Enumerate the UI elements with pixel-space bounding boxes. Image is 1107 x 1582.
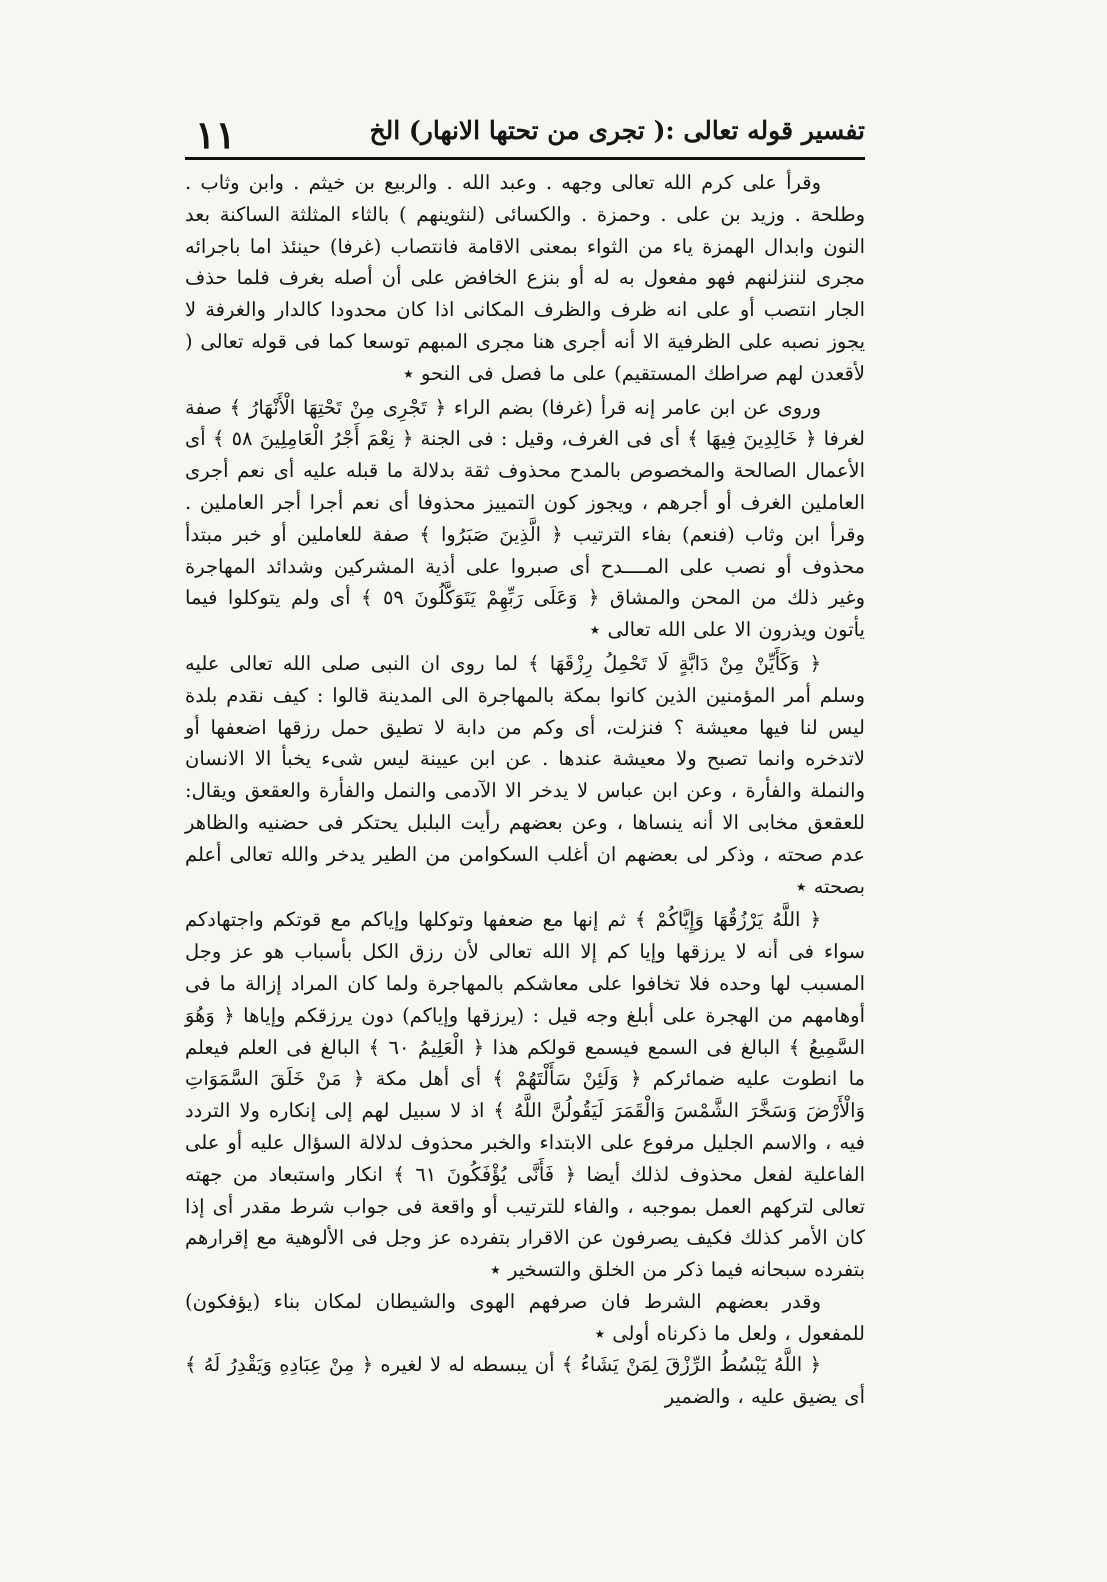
running-title: تفسير قوله تعالى :( تجرى من تحتها الانهار) الخ <box>369 116 865 145</box>
page-header <box>185 112 865 160</box>
paragraph: وقدر بعضهم الشرط فان صرفهم الهوى والشيطان لمكان بناء (يؤفكون) للمفعول ، ولعل ما ذكرناه أولى ٭ <box>185 1289 865 1345</box>
body-text <box>185 167 865 1413</box>
paragraph: وقرأ على كرم الله تعالى وجهه . وعبد الله . والربيع بن خيثم . وابن وثاب . وطلحة . وزيد بن على . وحمزة . والكسائى (لنثوينهم ) بالثاء المثلثة الساكنة بعد النون وابدال الهمزة ياء من الثواء بمعنى الاقامة فانتصاب (غرفا) حينئذ اما باجرائه مجرى لننزلنهم فهو مفعول به له أو بنزع الخافض على أن أصله بغرف فلما حذف الجار انتصب أو على انه ظرف والظرف المكانى اذا كان محدودا كالدار والغرفة لا يجوز نصبه على الظرفية الا أنه أجرى هنا مجرى المبهم توسعا كما فى قوله تعالى ( لأقعدن لهم صراطك المستقيم) على ما فصل فى النحو ٭ <box>185 171 865 385</box>
page-number: ١١ <box>195 112 236 157</box>
paragraph: ﴿ اللَّهُ يَبْسُطُ الرِّزْقَ لِمَنْ يَشَاءُ ﴾ أن يبسطه له لا لغيره ﴿ مِنْ عِبَادِهِ وَيَقْدِرُ لَهُ ﴾ أى يضيق عليه ، والضمير <box>185 1353 865 1409</box>
paragraph: ﴿ اللَّهُ يَرْزُقُهَا وَإِيَّاكُمْ ﴾ ثم إنها مع ضعفها وتوكلها وإياكم مع قوتكم واجتهادكم سواء فى أنه لا يرزقها وإيا كم إلا الله تعالى لأن رزق الكل بأسباب هو عز وجل المسبب لها وحده فلا تخافوا على معاشكم بالمهاجرة ولما كان المراد إزالة ما فى أوهامهم من الهجرة على أبلغ وجه قيل : (يرزقها وإياكم) دون يرزقكم وإياها ﴿ وَهُوَ السَّمِيعُ ﴾ البالغ فى السمع فيسمع قولكم هذا ﴿ الْعَلِيمُ ٦٠ ﴾ البالغ فى العلم فيعلم ما انطوت عليه ضمائركم ﴿ وَلَئِنْ سَأَلْتَهُمْ ﴾ أى أهل مكة ﴿ مَنْ خَلَقَ السَّمَوَاتِ وَالْأَرْضَ وَسَخَّرَ الشَّمْسَ وَالْقَمَرَ لَيَقُولُنَّ اللَّهُ ﴾ اذ لا سبيل لهم إلى إنكاره ولا التردد فيه ، والاسم الجليل مرفوع على الابتداء والخبر محذوف لدلالة السؤال عليه أو على الفاعلية لفعل محذوف لذلك أيضا ﴿ فَأَنَّى يُؤْفَكُونَ ٦١ ﴾ انكار واستبعاد من جهته تعالى لتركهم العمل بموجبه ، والفاء للترتيب أو واقعة فى جواب شرط مقدر أى إذا كان الأمر كذلك فكيف يصرفون عن الاقرار بتفرده عز وجل فى الألوهية مع إقرارهم بتفرده سبحانه فيما ذكر من الخلق والتسخير ٭ <box>185 908 865 1282</box>
paragraph: وروى عن ابن عامر إنه قرأ (غرفا) بضم الراء ﴿ تَجْرِى مِنْ تَحْتِهَا الْأَنْهَارُ ﴾ صفة لغرفا ﴿ خَالِدِينَ فِيهَا ﴾ أى فى الغرف، وقيل : فى الجنة ﴿ نِعْمَ أَجْرُ الْعَامِلِينَ ٥٨ ﴾ أى الأعمال الصالحة والمخصوص بالمدح محذوف ثقة بدلالة ما قبله عليه أى نعم أجرى العاملين الغرف أو أجرهم ، ويجوز كون التمييز محذوفا أى نعم أجرا أجر العاملين . وقرأ ابن وثاب (فنعم) بفاء الترتيب ﴿ الَّذِينَ صَبَرُوا ﴾ صفة للعاملين أو خبر مبتدأ محذوف أو نصب على المــــدح أى صبروا على أذية المشركين وشدائد المهاجرة وغير ذلك من المحن والمشاق ﴿ وَعَلَى رَبِّهِمْ يَتَوَكَّلُونَ ٥٩ ﴾ أى ولم يتوكلوا فيما يأتون ويذرون الا على الله تعالى ٭ <box>185 395 865 642</box>
header-rule <box>185 157 865 160</box>
paragraph: ﴿ وَكَأَيِّنْ مِنْ دَابَّةٍ لَا تَحْمِلُ رِزْقَهَا ﴾ لما روى ان النبى صلى الله تعالى عليه وسلم أمر المؤمنين الذين كانوا بمكة بالمهاجرة الى المدينة قالوا : كيف نقدم بلدة ليس لنا فيها معيشة ؟ فنزلت، أى وكم من دابة لا تطيق حمل رزقها اضعفها أو لاتدخره وانما تصبح ولا معيشة عندها . عن ابن عيينة ليس شىء يخبأ الا الانسان والنملة والفأرة ، وعن ابن عباس لا يدخر الا الآدمى والنمل والفأرة والعقعق ويقال: للعقعق مخابى الا أنه ينساها ، وعن بعضهم رأيت البلبل يحتكر فى حضنيه والظاهر عدم صحته ، وذكر لى بعضهم ان أغلب السكوامن من الطير يدخر والله تعالى أعلم بصحته ٭ <box>185 651 865 898</box>
